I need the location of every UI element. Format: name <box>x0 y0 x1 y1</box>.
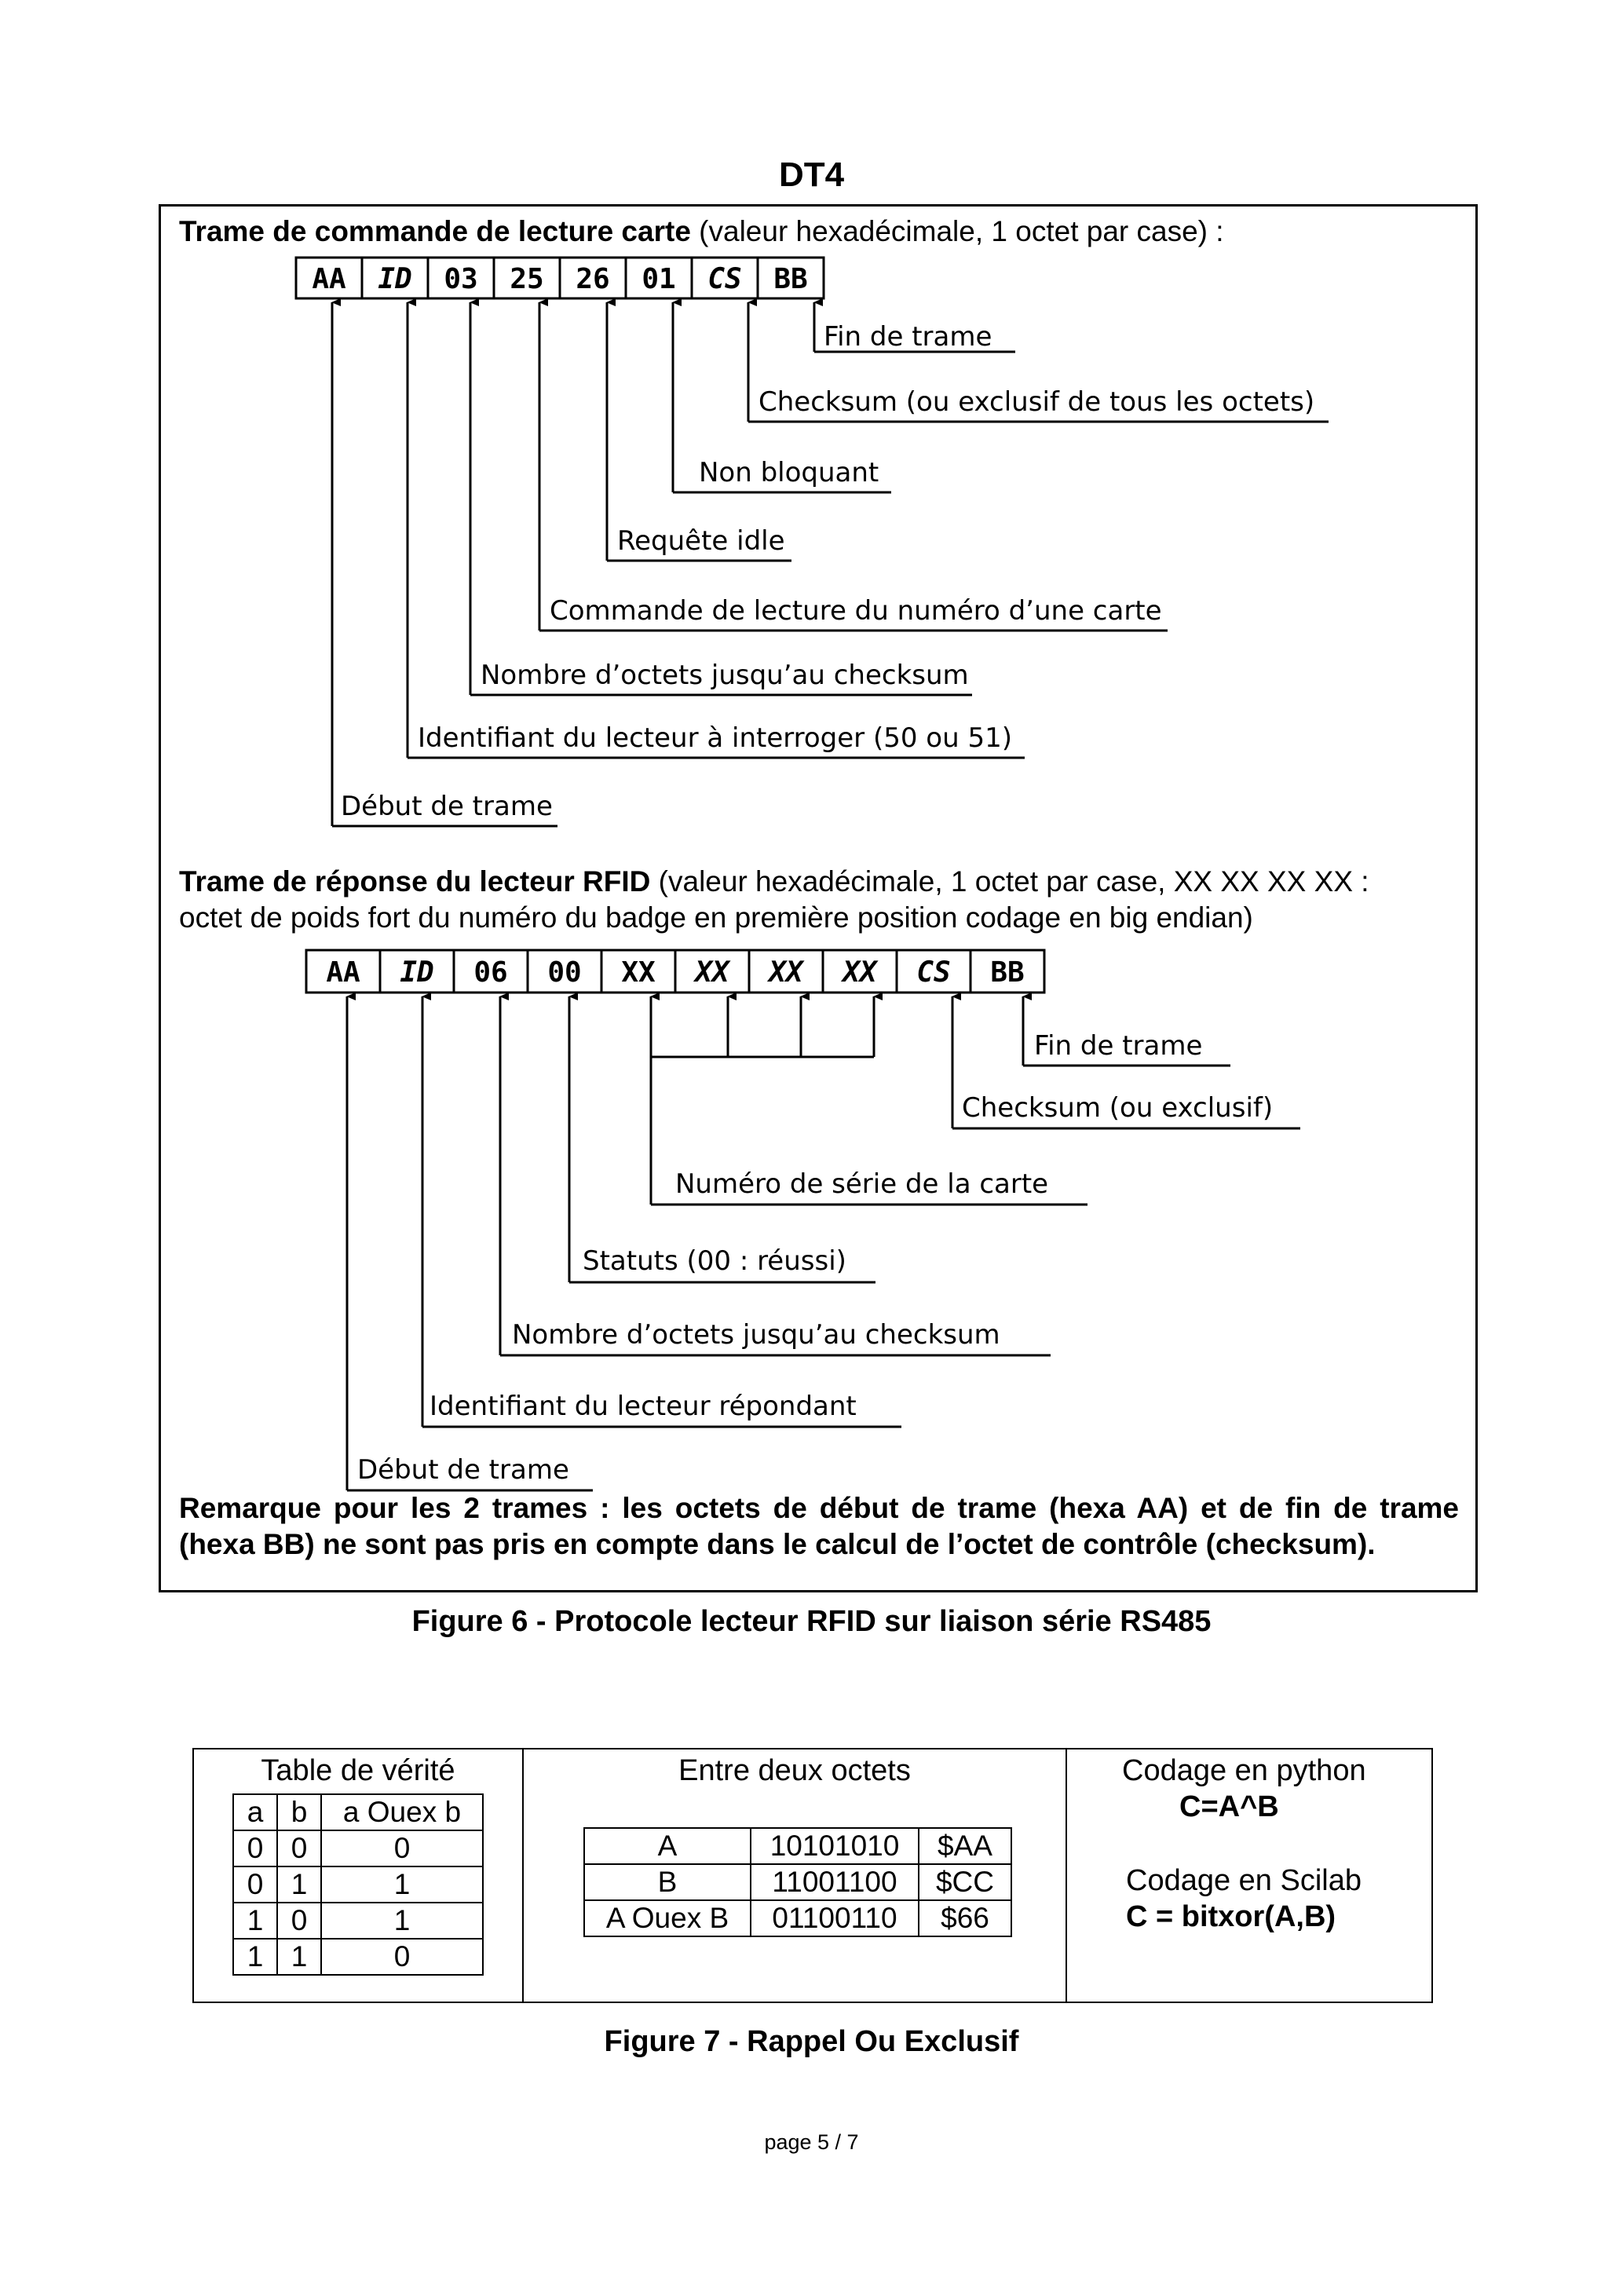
python-label: Codage en python <box>1122 1754 1366 1787</box>
truth-table-header-row <box>233 1794 483 1830</box>
cmd-ann-identifiant: Identifiant du lecteur à interroger (50 ou 51) <box>418 722 1012 754</box>
bytes-table-row <box>584 1900 1011 1936</box>
rsp-cell-06: 06 <box>473 956 508 989</box>
truth-table-cell: 1 <box>321 1866 483 1903</box>
bytes-table-row <box>584 1864 1011 1900</box>
truth-table-cell: 1 <box>321 1903 483 1939</box>
bytes-table-cell: A <box>584 1828 751 1864</box>
rsp-cell-cs: CS <box>916 956 951 989</box>
bytes-table-row <box>584 1828 1011 1864</box>
figure6-caption: Figure 6 - Protocole lecteur RFID sur liaison série RS485 <box>411 1605 1212 1638</box>
cmd-cell-26: 26 <box>576 263 610 295</box>
response-frame-heading-rest: (valeur hexadécimale, 1 octet par case, XX XX XX XX : <box>650 865 1369 898</box>
remark-text: Remarque pour les 2 trames : les octets de début de trame (hexa AA) et de fin de trame (hexa BB) ne sont pas pris en compte dans le calcul de l’octet de contrôle (checksum). <box>179 1492 1459 1560</box>
figure7-caption: Figure 7 - Rappel Ou Exclusif <box>604 2025 1019 2058</box>
truth-table-row <box>233 1939 483 1975</box>
bytes-table-title: Entre deux octets <box>678 1754 911 1787</box>
document-title: DT4 <box>778 155 845 194</box>
bytes-table-cell: $AA <box>919 1828 1011 1864</box>
rsp-cell-id: ID <box>400 956 434 989</box>
rsp-cell-xx-2: XX <box>695 956 729 989</box>
figure7-box <box>192 1748 1433 2003</box>
rsp-ann-nombre: Nombre d’octets jusqu’au checksum <box>512 1319 1000 1351</box>
rsp-ann-numero: Numéro de série de la carte <box>675 1168 1049 1200</box>
bytes-table-cell: $66 <box>919 1900 1011 1936</box>
cmd-cell-cs: CS <box>707 263 742 295</box>
rsp-ann-statuts: Statuts (00 : réussi) <box>583 1245 846 1277</box>
rsp-cell-aa: AA <box>326 956 360 989</box>
truth-table-header: a <box>233 1794 277 1830</box>
scilab-code: C = bitxor(A,B) <box>1126 1900 1336 1933</box>
truth-table-header: b <box>277 1794 321 1830</box>
bytes-table-cell: 10101010 <box>751 1828 919 1864</box>
page-number: page 5 / 7 <box>764 2130 859 2154</box>
command-frame-heading-rest: (valeur hexadécimale, 1 octet par case) : <box>690 215 1224 247</box>
cmd-ann-non-bloquant: Non bloquant <box>699 457 879 488</box>
bytes-table <box>583 1827 1012 1937</box>
cmd-ann-nombre: Nombre d’octets jusqu’au checksum <box>481 660 969 691</box>
truth-table-row <box>233 1903 483 1939</box>
cmd-cell-03: 03 <box>444 263 478 295</box>
cmd-ann-checksum: Checksum (ou exclusif de tous les octets) <box>758 386 1315 418</box>
response-frame-heading-line2: octet de poids fort du numéro du badge en première position codage en big endian) <box>179 901 1253 934</box>
rsp-cell-00: 00 <box>547 956 582 989</box>
rsp-ann-identifiant: Identifiant du lecteur répondant <box>430 1391 857 1422</box>
truth-table-cell: 1 <box>277 1939 321 1975</box>
bytes-table-panel <box>524 1749 1067 2002</box>
cmd-cell-bb: BB <box>773 263 808 295</box>
rsp-ann-fin: Fin de trame <box>1034 1030 1203 1062</box>
truth-table <box>232 1793 484 1976</box>
response-frame-heading-bold: Trame de réponse du lecteur RFID <box>179 865 651 898</box>
cmd-ann-fin: Fin de trame <box>824 321 992 353</box>
rsp-cell-bb: BB <box>990 956 1025 989</box>
truth-table-cell: 1 <box>233 1903 277 1939</box>
truth-table-row <box>233 1830 483 1866</box>
bytes-table-cell: B <box>584 1864 751 1900</box>
python-code: C=A^B <box>1179 1790 1279 1823</box>
bytes-table-cell: 01100110 <box>751 1900 919 1936</box>
truth-table-cell: 0 <box>321 1830 483 1866</box>
scilab-label: Codage en Scilab <box>1126 1864 1362 1897</box>
truth-table-cell: 0 <box>277 1830 321 1866</box>
rsp-ann-checksum: Checksum (ou exclusif) <box>962 1092 1274 1124</box>
rsp-cell-xx-3: XX <box>769 956 803 989</box>
coding-panel <box>1067 1749 1431 2002</box>
truth-table-cell: 0 <box>321 1939 483 1975</box>
cmd-ann-requete: Requête idle <box>617 525 785 557</box>
truth-table-header: a Ouex b <box>321 1794 483 1830</box>
command-frame-heading-bold: Trame de commande de lecture carte <box>179 215 691 247</box>
truth-table-cell: 0 <box>233 1830 277 1866</box>
cmd-cell-aa: AA <box>312 263 346 295</box>
response-frame-annotations <box>357 1030 1273 1486</box>
rsp-cell-xx-4: XX <box>843 956 877 989</box>
truth-table-panel <box>194 1749 524 2002</box>
cmd-ann-commande: Commande de lecture du numéro d’une carte <box>550 595 1162 627</box>
cmd-cell-25: 25 <box>510 263 544 295</box>
bytes-table-cell: $CC <box>919 1864 1011 1900</box>
truth-table-row <box>233 1866 483 1903</box>
rsp-cell-xx-1: XX <box>621 956 656 989</box>
truth-table-cell: 0 <box>277 1903 321 1939</box>
response-frame-heading <box>179 864 1369 900</box>
truth-table-cell: 1 <box>277 1866 321 1903</box>
command-frame-cells <box>296 258 824 298</box>
truth-table-cell: 1 <box>233 1939 277 1975</box>
bytes-table-cell: 11001100 <box>751 1864 919 1900</box>
cmd-ann-debut: Début de trame <box>341 791 553 822</box>
cmd-cell-id: ID <box>378 263 412 295</box>
cmd-cell-01: 01 <box>642 263 676 295</box>
command-frame-annotations <box>341 321 1314 822</box>
bytes-table-cell: A Ouex B <box>584 1900 751 1936</box>
rsp-ann-debut: Début de trame <box>357 1454 569 1486</box>
truth-table-title: Table de vérité <box>261 1754 455 1787</box>
truth-table-cell: 0 <box>233 1866 277 1903</box>
